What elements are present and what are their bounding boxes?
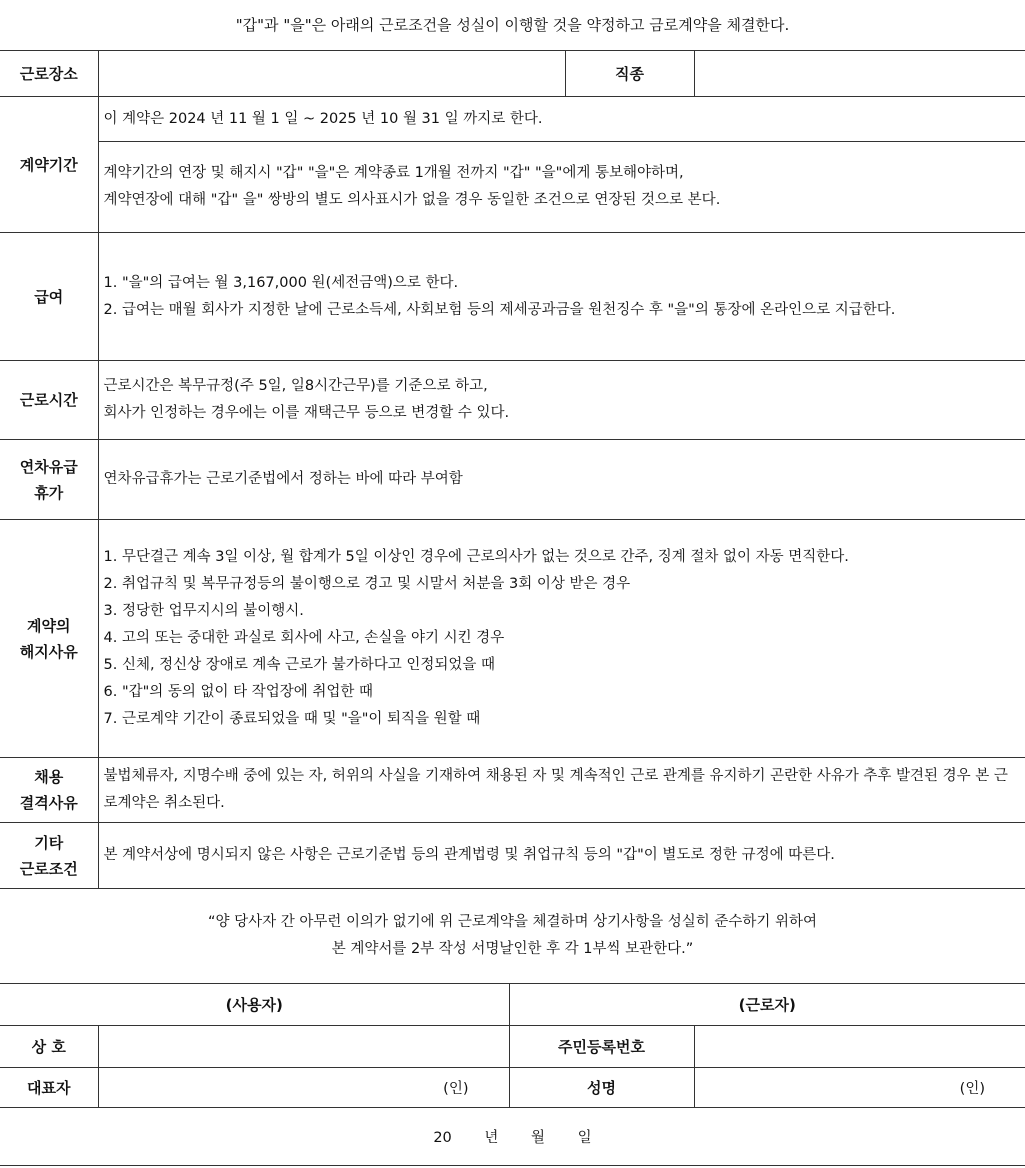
date-year-label: 년 [484, 1130, 499, 1146]
closing-line-1: “양 당사자 간 아무런 이의가 없기에 위 근로계약을 체결하며 상기사항을 성실히 준수하기 위하여 [207, 914, 818, 930]
workplace-value[interactable] [98, 51, 565, 97]
date-row [0, 1108, 1025, 1166]
workplace-row [0, 51, 1025, 97]
hours-row [0, 361, 1025, 440]
leave-row [0, 440, 1025, 520]
contract-date [0, 1108, 1025, 1166]
representative-label: 대표자 [0, 1068, 98, 1108]
closing-statement [0, 889, 1025, 984]
hours-label: 근로시간 [0, 361, 98, 440]
leave-label-line-1: 연차유급 [19, 457, 78, 476]
date-day-label: 일 [577, 1130, 592, 1146]
employee-name-label: 성명 [509, 1068, 694, 1108]
hours-line-1: 근로시간은 복무규정(주 5일, 일8시간근무)를 기준으로 하고, [103, 378, 488, 394]
other-label-line-2: 근로조건 [19, 859, 78, 878]
workplace-label: 근로장소 [0, 51, 98, 97]
other-text: 본 계약서상에 명시되지 않은 사항은 근로기준법 등의 관계법령 및 취업규칙 등의 "갑"이 별도로 정한 규정에 따른다. [98, 823, 1025, 889]
closing-line-2: 본 계약서를 2부 작성 서명날인한 후 각 1부씩 보관한다.” [331, 941, 694, 957]
list-item: 3. 정당한 업무지시의 불이행시. [103, 603, 304, 619]
signature-row-2 [0, 1068, 1025, 1108]
termination-label-line-1: 계약의 [27, 616, 71, 635]
closing-row [0, 889, 1025, 984]
list-item: 2. 취업규칙 및 복무규정등의 불이행으로 경고 및 시말서 처분을 3회 이상 받은 경우 [103, 576, 631, 592]
leave-label [0, 440, 98, 520]
termination-label-line-2: 해지사유 [19, 642, 78, 661]
period-renewal-text [98, 142, 1025, 233]
company-name-value[interactable] [98, 1026, 509, 1068]
termination-row [0, 520, 1025, 758]
contract-table [0, 50, 1025, 1166]
termination-label [0, 520, 98, 758]
hours-text [98, 361, 1025, 440]
employee-header: (근로자) [509, 984, 1025, 1026]
disqualification-text: 불법체류자, 지명수배 중에 있는 자, 허위의 사실을 기재하여 채용된 자 및 계속적인 근로 관계를 유지하기 곤란한 사유가 추후 발견된 경우 본 근로계약은 취소된다. [98, 758, 1025, 823]
salary-row [0, 233, 1025, 361]
salary-line-1: 1. "을"의 급여는 월 3,167,000 원(세전금액)으로 한다. [103, 274, 459, 291]
disqualification-label [0, 758, 98, 823]
disqualification-label-line-1: 채용 [34, 768, 64, 786]
other-row [0, 823, 1025, 889]
period-dates: 이 계약은 2024 년 11 월 1 일 ~ 2025 년 10 월 31 일 까지로 한다. [98, 97, 1025, 142]
employer-header: (사용자) [0, 984, 509, 1026]
job-type-label: 직종 [565, 51, 694, 97]
disqualification-row [0, 758, 1025, 823]
period-renewal-line-1: 계약기간의 연장 및 해지시 "갑" "을"은 계약종료 1개월 전까지 "갑" "을"에게 통보해야하며, [103, 165, 684, 181]
hours-line-2: 회사가 인정하는 경우에는 이를 재택근무 등으로 변경할 수 있다. [103, 405, 510, 421]
signature-row-1 [0, 1026, 1025, 1068]
other-label-line-1: 기타 [34, 833, 64, 852]
employee-name-seal[interactable]: (인) [694, 1068, 1025, 1108]
leave-label-line-2: 휴가 [34, 483, 64, 502]
termination-list [98, 520, 1025, 758]
job-type-value[interactable] [694, 51, 1025, 97]
date-year-prefix: 20 [433, 1130, 452, 1146]
list-item: 1. 무단결근 계속 3일 이상, 월 합계가 5일 이상인 경우에 근로의사가 없는 것으로 간주, 징계 절차 없이 자동 면직한다. [103, 549, 849, 565]
representative-seal[interactable]: (인) [98, 1068, 509, 1108]
salary-line-2: 2. 급여는 매월 회사가 지정한 날에 근로소득세, 사회보험 등의 제세공과금을 원천징수 후 "을"의 통장에 온라인으로 지급한다. [103, 301, 896, 318]
list-item: 5. 신체, 정신상 장애로 계속 근로가 불가하다고 인정되었을 때 [103, 657, 495, 673]
list-item: 4. 고의 또는 중대한 과실로 회사에 사고, 손실을 야기 시킨 경우 [103, 630, 505, 646]
period-label: 계약기간 [0, 97, 98, 233]
disqualification-label-line-2: 결격사유 [19, 794, 78, 812]
company-name-label: 상 호 [0, 1026, 98, 1068]
resident-number-value[interactable] [694, 1026, 1025, 1068]
leave-text: 연차유급휴가는 근로기준법에서 정하는 바에 따라 부여함 [98, 440, 1025, 520]
intro-text: "갑"과 "을"은 아래의 근로조건을 성실이 이행할 것을 약정하고 금로계약을 체결한다. [235, 16, 790, 34]
period-renewal-line-2: 계약연장에 대해 "갑" 을" 쌍방의 별도 의사표시가 없을 경우 동일한 조건으로 연장된 것으로 본다. [103, 192, 721, 208]
list-item: 6. "갑"의 동의 없이 타 작업장에 취업한 때 [103, 684, 374, 700]
other-label [0, 823, 98, 889]
date-month-label: 월 [531, 1130, 546, 1146]
salary-label: 급여 [0, 233, 98, 361]
signature-header-row [0, 984, 1025, 1026]
resident-number-label: 주민등록번호 [509, 1026, 694, 1068]
period-row-2 [0, 142, 1025, 233]
list-item: 7. 근로계약 기간이 종료되었을 때 및 "을"이 퇴직을 원할 때 [103, 711, 481, 727]
period-row-1 [0, 97, 1025, 142]
salary-text [98, 233, 1025, 361]
